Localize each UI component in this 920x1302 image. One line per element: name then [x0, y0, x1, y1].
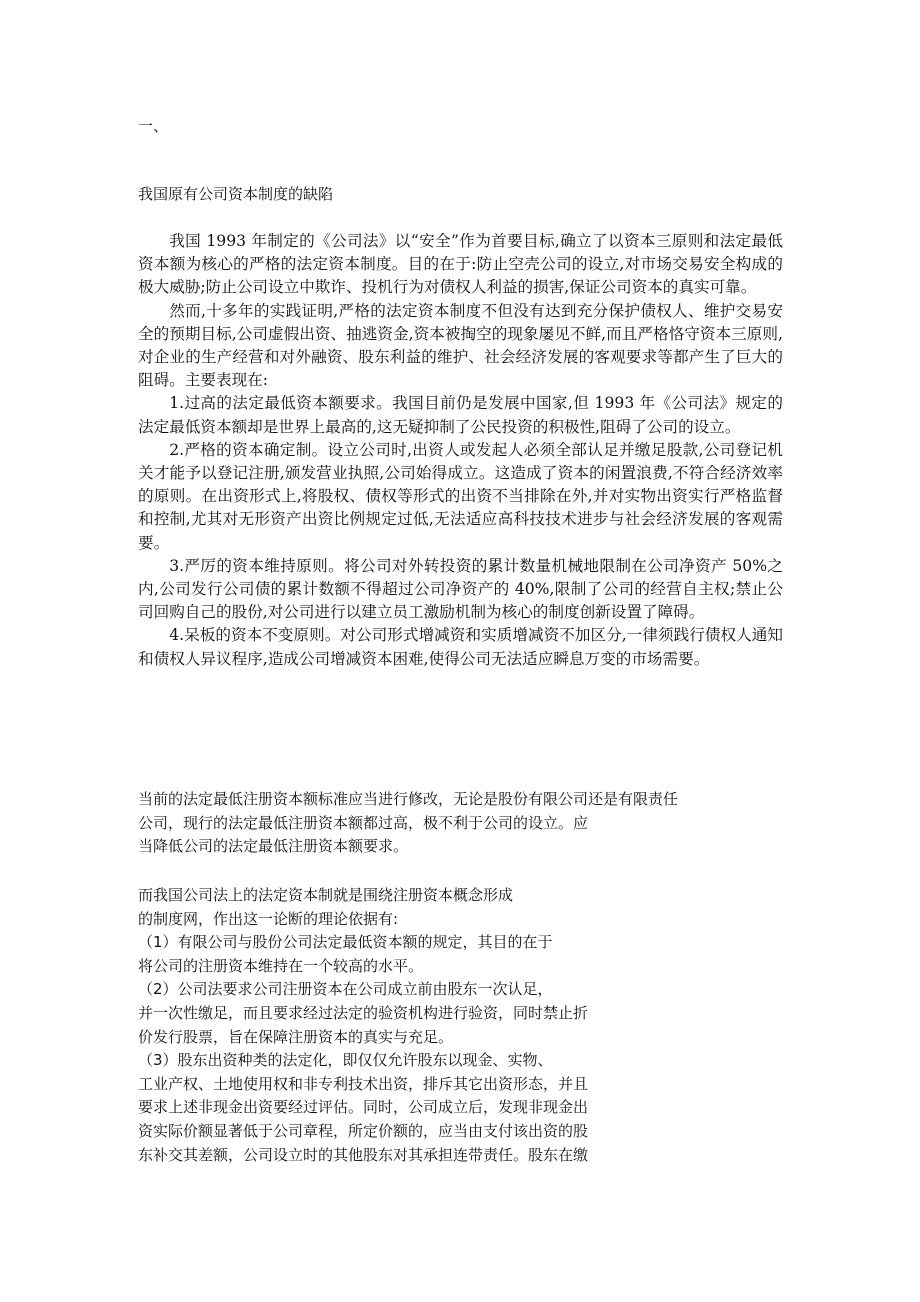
text-line: 当降低公司的法定最低注册资本额要求。 — [138, 837, 409, 856]
note-block-b — [138, 884, 638, 1167]
text-line: 当前的法定最低注册资本额标准应当进行修改，无论是股份有限公司还是有限责任 — [138, 790, 679, 808]
paragraph-point-3: 3.严厉的资本维持原则。将公司对外转投资的累计数量机械地限制在公司净资产 50%之内,公司发行公司债的累计数额不得超过公司净资产的 40%,限制了公司的经营自主权;禁止公司回购自己的股份,对公司进行以建立员工激励机制为核心的制度创新设置了障碍。 — [138, 556, 783, 622]
paragraph-practice: 然而,十多年的实践证明,严格的法定资本制度不但没有达到充分保护债权人、维护交易安全的预期目标,公司虚假出资、抽逃资金,资本被掏空的现象屡见不鲜,而且严格恪守资本三原则,对企业的生产经营和对外融资、股东利益的维护、社会经济发展的客观要求等都产生了巨大的阻碍。主要表现在: — [138, 301, 783, 390]
section-title: 我国原有公司资本制度的缺陷 — [138, 185, 334, 203]
text-line: （2）公司法要求公司注册资本在公司成立前由股东一次认足， — [138, 980, 553, 999]
text-line: 而我国公司法上的法定资本制就是围绕注册资本概念形成 — [138, 886, 514, 904]
heading-number: 一、 — [138, 117, 169, 135]
text-line: 工业产权、土地使用权和非专利技术出资，排斥其它出资形态，并且 — [138, 1074, 589, 1093]
paragraph-point-2: 2.严格的资本确定制。设立公司时,出资人或发起人必须全部认足并缴足股款,公司登记机关才能予以登记注册,颁发营业执照,公司始得成立。这造成了资本的闲置浪费,不符合经济效率的原则。在出资形式上,将股权、债权等形式的出资不当排除在外,并对实物出资实行严格监督和控制,尤其对无形资产出资比例规定过低,无法适应高科技技术进步与社会经济发展的客观需要。 — [138, 440, 783, 552]
note-block-a — [138, 788, 679, 859]
text-line: 价发行股票，旨在保障注册资本的真实与充足。 — [138, 1027, 454, 1046]
text-line: （3）股东出资种类的法定化，即仅仅允许股东以现金、实物、 — [138, 1051, 553, 1070]
body-paragraphs — [138, 230, 783, 671]
text-line: 将公司的注册资本维持在一个较高的水平。 — [138, 956, 424, 975]
text-line: 公司，现行的法定最低注册资本额都过高，极不利于公司的设立。应 — [138, 813, 589, 832]
text-line: 的制度网，作出这一论断的理论依据有: — [138, 909, 399, 928]
text-line: 要求上述非现金出资要经过评估。同时，公司成立后，发现非现金出 — [138, 1098, 589, 1117]
paragraph-point-4: 4.呆板的资本不变原则。对公司形式增减资和实质增减资不加区分,一律须践行债权人通知和债权人异议程序,造成公司增减资本困难,使得公司无法适应瞬息万变的市场需要。 — [138, 626, 783, 668]
paragraph-intro: 我国 1993 年制定的《公司法》以“安全”作为首要目标,确立了以资本三原则和法定最低资本额为核心的严格的法定资本制度。目的在于:防止空壳公司的设立,对市场交易安全构成的极大威胁;防止公司设立中欺诈、投机行为对债权人利益的损害,保证公司资本的真实可靠。 — [138, 232, 783, 297]
text-line: 东补交其差额，公司设立时的其他股东对其承担连带责任。股东在缴 — [138, 1145, 589, 1164]
text-line: 并一次性缴足，而且要求经过法定的验资机构进行验资，同时禁止折 — [138, 1003, 589, 1022]
text-line: 资实际价额显著低于公司章程，所定价额的，应当由支付该出资的股 — [138, 1121, 589, 1140]
text-line: （1）有限公司与股份公司法定最低资本额的规定，其目的在于 — [138, 933, 553, 952]
paragraph-point-1: 1.过高的法定最低资本额要求。我国目前仍是发展中国家,但 1993 年《公司法》规定的法定最低资本额却是世界上最高的,这无疑抑制了公民投资的积极性,阻碍了公司的设立。 — [138, 394, 783, 436]
